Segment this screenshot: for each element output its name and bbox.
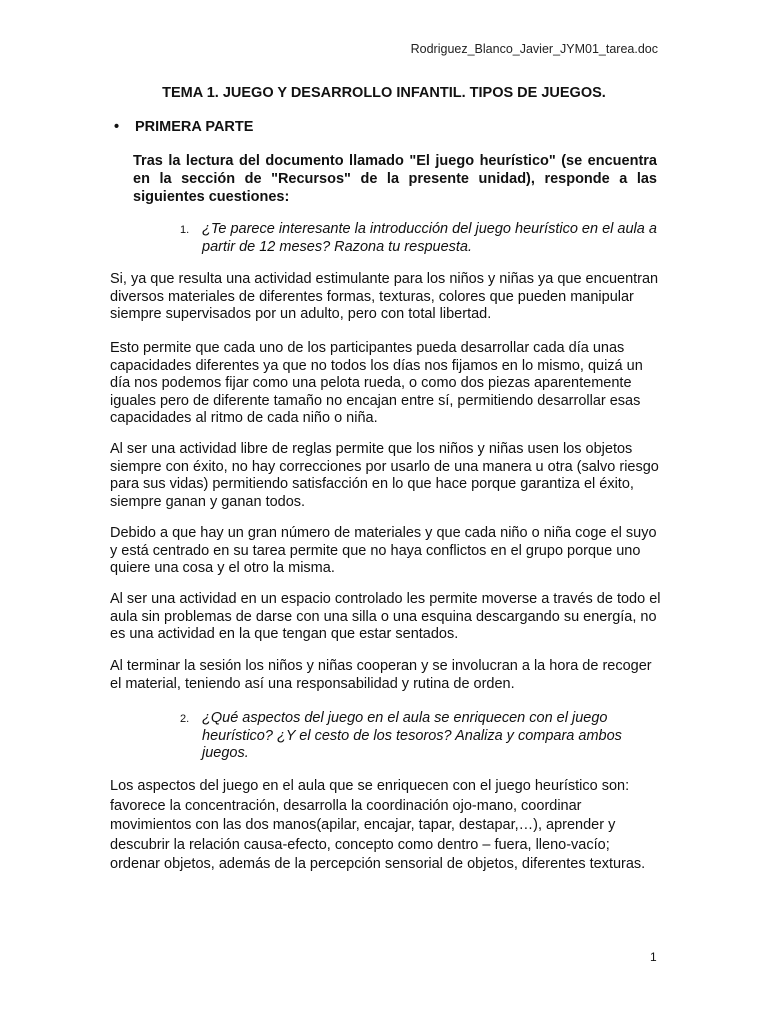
paragraph-text: Debido a que hay un gran número de materiales y que cada niño o niña coge el suyo y está centrado en su tarea permite que no haya conflictos en el grupo porque uno quiere una cosa y el otro la misma. — [110, 525, 657, 576]
paragraph-text: Al ser una actividad en un espacio controlado les permite moverse a través de todo el aula sin problemas de darse con una silla o una esquina descargando su energía, no es una actividad en la que tengan que estar sentados. — [110, 591, 661, 642]
paragraph-text: Al terminar la sesión los niños y niñas cooperan y se involucran a la hora de recoger el material, teniendo así una responsabilidad y rutina de orden. — [110, 658, 652, 692]
instructions-paragraph: Tras la lectura del documento llamado "El juego heurístico" (se encuentra en la sección de "Recursos" de la presente unidad), responde a las siguientes cuestiones: — [133, 153, 657, 205]
section-heading — [114, 119, 254, 135]
answer-paragraph-1 — [110, 271, 662, 324]
question-text: ¿Qué aspectos del juego en el aula se enriquecen con el juego heurístico? ¿Y el cesto de los tesoros? Analiza y compara ambos juegos. — [202, 710, 622, 761]
section-heading-label: PRIMERA PARTE — [135, 119, 254, 135]
answer-paragraph-2 — [110, 340, 662, 428]
paragraph-text: Esto permite que cada uno de los participantes pueda desarrollar cada día unas capacidades diferentes ya que no todos los días nos fijamos en lo mismo, quizá un día nos podemos fijar como una pelota rueda, o como dos piezas aparentemente iguales pero de diferente tamaño no encajan entre sí, permitiendo desarrollar esas capacidades al ritmo de cada niño o niña. — [110, 340, 643, 426]
question-1 — [180, 221, 662, 256]
question-2 — [180, 710, 662, 763]
answer-paragraph-3 — [110, 441, 662, 511]
question-text: ¿Te parece interesante la introducción del juego heurístico en el aula a partir de 12 meses? Razona tu respuesta. — [202, 221, 657, 255]
answer-paragraph-7 — [110, 777, 662, 875]
document-header-filename: Rodriguez_Blanco_Javier_JYM01_tarea.doc — [410, 42, 658, 56]
answer-paragraph-4 — [110, 525, 662, 578]
bullet-icon: • — [114, 119, 120, 135]
page-number: 1 — [650, 950, 657, 964]
paragraph-text: Si, ya que resulta una actividad estimulante para los niños y niñas ya que encuentran diversos materiales de diferentes formas, texturas, colores que pueden manipular siempre supervisados por un adulto, pero con total libertad. — [110, 271, 659, 322]
answer-paragraph-6 — [110, 658, 662, 693]
question-number: 1. — [180, 224, 190, 236]
document-title: TEMA 1. JUEGO Y DESARROLLO INFANTIL. TIPOS DE JUEGOS. — [162, 85, 606, 101]
paragraph-text: Al ser una actividad libre de reglas permite que los niños y niñas usen los objetos siempre con éxito, no hay correcciones por usarlo de una manera u otra (salvo riesgo para sus vidas) permitiendo satisfacción en lo que hace porque garantiza el éxito, siempre ganan y ganan todos. — [110, 441, 659, 510]
paragraph-text: Los aspectos del juego en el aula que se enriquecen con el juego heurístico son: favorece la concentración, desarrolla la coordinación ojo-mano, coordinar movimientos con las dos manos(apilar, encajar, tapar, destapar,…), aprender y descubrir la relación causa-efecto, concepto como dentro – fuera, lleno-vacío; ordenar objetos, además de la percepción sensorial de objetos, diferentes texturas. — [110, 778, 646, 872]
answer-paragraph-5 — [110, 591, 662, 644]
question-number: 2. — [180, 713, 190, 725]
